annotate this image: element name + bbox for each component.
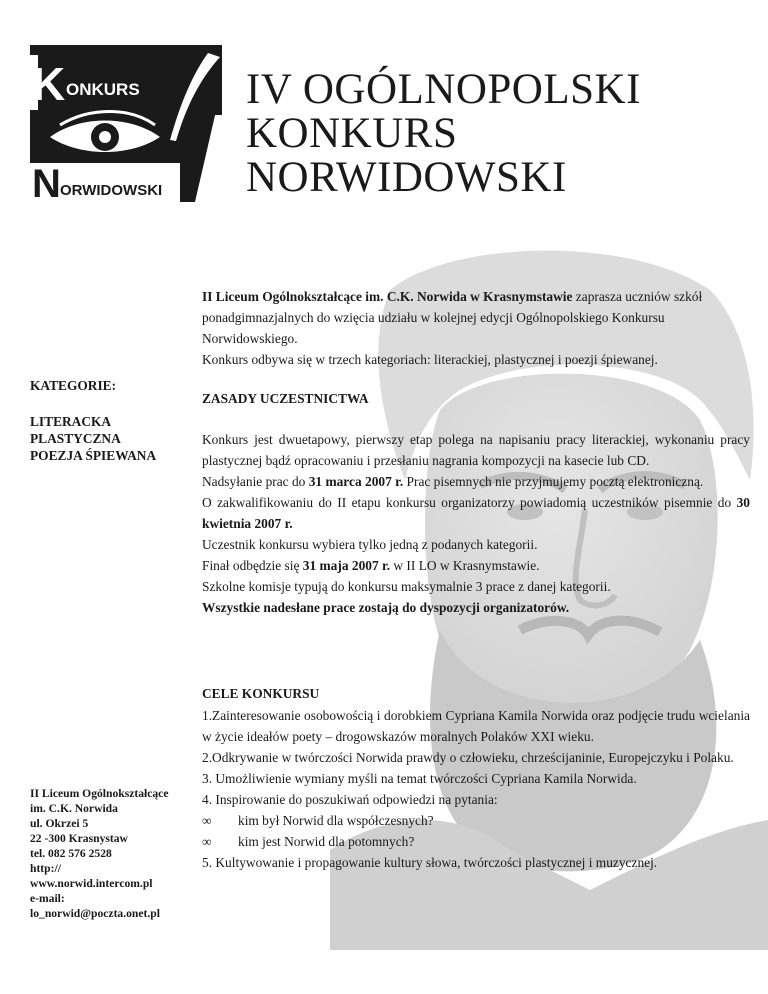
contact-email-label: e-mail: xyxy=(30,892,65,905)
goals-heading: CELE KONKURSU xyxy=(202,686,320,701)
rules-p2-c: Prac pisemnych nie przyjmujemy pocztą elektroniczną. xyxy=(403,474,704,489)
title-line-1: IV OGÓLNOPOLSKI xyxy=(246,66,641,113)
contact-website: www.norwid.intercom.pl xyxy=(30,877,153,890)
question-item xyxy=(202,831,750,852)
konkurs-norwidowski-logo xyxy=(30,45,222,202)
page-title xyxy=(246,68,641,200)
title-line-2: KONKURS xyxy=(246,110,458,157)
contact-city: 22 -300 Krasnystaw xyxy=(30,832,128,845)
question-2: kim jest Norwid dla potomnych? xyxy=(238,834,415,849)
category-literacka: LITERACKA xyxy=(30,414,112,429)
rules-p5 xyxy=(202,555,750,576)
rules-p6: Szkolne komisje typują do konkursu maksymalnie 3 prace z danej kategorii. xyxy=(202,579,611,594)
rules-p4: Uczestnik konkursu wybiera tylko jedną z podanych kategorii. xyxy=(202,537,538,552)
contact-school: II Liceum Ogólnokształcące xyxy=(30,787,169,800)
rules-p7-wrap xyxy=(202,597,750,618)
title-line-3: NORWIDOWSKI xyxy=(246,154,567,201)
contact-http: http:// xyxy=(30,862,61,875)
rules-p2-a: Nadsyłanie prac do xyxy=(202,474,309,489)
contact-email: lo_norwid@poczta.onet.pl xyxy=(30,907,160,920)
goal-2: 2.Odkrywanie w twórczości Norwida prawdy o człowieku, chrześcijaninie, Europejczyku i Polaku. xyxy=(202,750,734,765)
question-1: kim był Norwid dla współczesnych? xyxy=(238,813,434,828)
final-date: 31 maja 2007 r. xyxy=(302,558,391,573)
goal-3: 3. Umożliwienie wymiany myśli na temat twórczości Cypriana Kamila Norwida. xyxy=(202,771,637,786)
contact-street: ul. Okrzei 5 xyxy=(30,817,89,830)
intro-text: zaprasza uczniów szkół ponadgimnazjalnych do wzięcia udziału w kolejnej edycji Ogólnopolskiego Konkursu Norwidowskiego. xyxy=(202,289,703,346)
infinity-bullet-icon: ∞ xyxy=(202,813,212,828)
rules-p7: Wszystkie nadesłane prace zostają do dyspozycji organizatorów. xyxy=(202,600,570,615)
rules-section xyxy=(202,429,750,618)
infinity-bullet-icon: ∞ xyxy=(202,834,212,849)
rules-p1: Konkurs jest dwuetapowy, pierwszy etap polega na napisaniu pracy literackiej, wykonaniu pracy plastycznej bądź opracowaniu i przesłaniu nagrania kompozycji na kasecie lub CD. xyxy=(202,432,750,468)
intro-categories-line: Konkurs odbywa się w trzech kategoriach: literackiej, plastycznej i poezji śpiewanej. xyxy=(202,352,658,367)
question-item xyxy=(202,810,750,831)
rules-p3 xyxy=(202,492,750,534)
logo-word-norwidowski: ORWIDOWSKI xyxy=(60,182,163,199)
rules-heading: ZASADY UCZESTNICTWA xyxy=(202,391,369,406)
contact-phone: tel. 082 576 2528 xyxy=(30,847,112,860)
intro-paragraph xyxy=(202,286,750,370)
categories-list xyxy=(30,413,156,464)
rules-p3-a: O zakwalifikowaniu do II etapu konkursu organizatorzy powiadomią uczestników pisemnie do xyxy=(202,495,737,510)
school-name: II Liceum Ogólnokształcące im. C.K. Norwida w Krasnymstawie xyxy=(202,289,573,304)
logo-initial-n: N xyxy=(32,162,61,202)
contact-patron: im. C.K. Norwida xyxy=(30,802,118,815)
goals-section xyxy=(202,705,750,873)
deadline-date: 31 marca 2007 r. xyxy=(308,474,404,489)
rules-p5-c: w II LO w Krasnymstawie. xyxy=(390,558,540,573)
logo-word-konkurs: ONKURS xyxy=(66,80,140,99)
contact-block xyxy=(30,786,202,921)
qualification-date: 30 kwietnia 2007 r. xyxy=(202,495,750,531)
rules-p5-a: Finał odbędzie się xyxy=(202,558,303,573)
categories-heading: KATEGORIE: xyxy=(30,378,117,393)
goal-4: 4. Inspirowanie do poszukiwań odpowiedzi na pytania: xyxy=(202,792,498,807)
goal-1: 1.Zainteresowanie osobowością i dorobkiem Cypriana Kamila Norwida oraz podjęcie trudu wcielania w życie ideałów poety – drogowskazów moralnych Polaków XXI wieku. xyxy=(202,708,750,744)
category-poezja-spiewana: POEZJA ŚPIEWANA xyxy=(30,448,157,463)
rules-p2 xyxy=(202,471,750,492)
logo-initial-k: K xyxy=(32,58,66,110)
category-plastyczna: PLASTYCZNA xyxy=(30,431,121,446)
goal-5: 5. Kultywowanie i propagowanie kultury słowa, twórczości plastycznej i muzycznej. xyxy=(202,855,658,870)
